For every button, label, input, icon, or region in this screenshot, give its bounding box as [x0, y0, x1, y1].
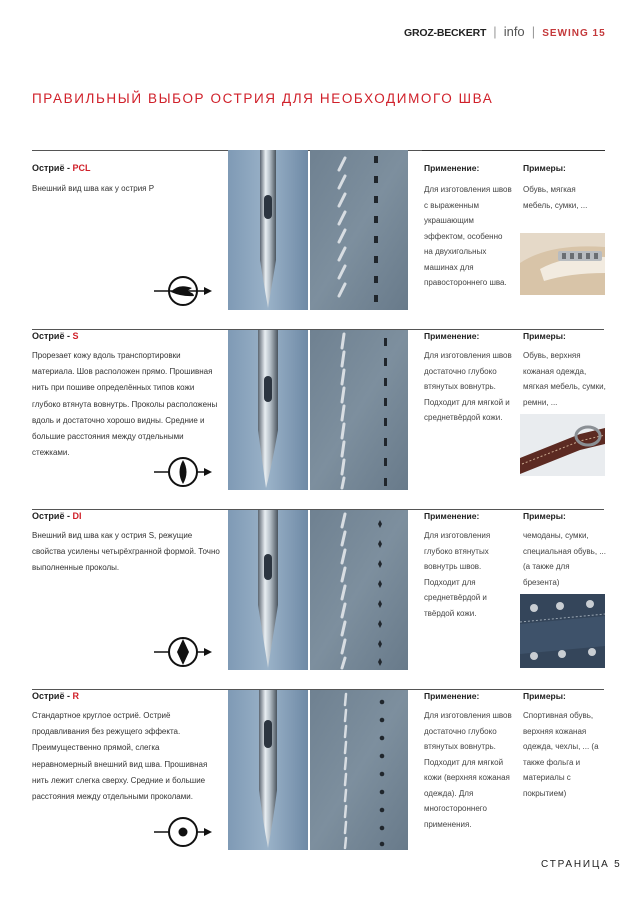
needle-image-di: [228, 510, 308, 670]
examples-text: Спортивная обувь, верхняя кожаная одежда, чехлы, ... (а также фольга и материалы с покрытием): [523, 711, 599, 798]
leather-seam-pcl: [310, 150, 408, 310]
groz-beckert-logo: GROZ-BECKERT: [404, 27, 487, 39]
needle-image-s: [228, 330, 308, 490]
section-description: Внешний вид шва как у острия P: [32, 184, 155, 193]
riveted-leather-photo: [520, 594, 605, 668]
application-header: Применение:: [424, 163, 480, 173]
application-text: Для изготовления швов с выраженным украшающим эффектом, особенно на двухигольных машинах для правостороннего шва.: [424, 185, 512, 287]
leather-seam-s: [310, 330, 408, 490]
header-section: SEWING 15: [542, 28, 606, 39]
section-title-r: Остриё - R: [32, 691, 79, 701]
application-text: Для изготовления швов достаточно глубоко втянутых вовнутрь. Подходит для мягкой и среднетвёрдой кожи.: [424, 351, 512, 422]
section-description: Стандартное круглое остриё. Остриё продавливания без режущего эффекта. Преимущественно прямой, слегка неравномерный внешний вид шва. Прошивная нить лежит слегка сверху. Средние и большие расстояния между отдельными проколами.: [32, 711, 208, 802]
header-info: info: [503, 24, 525, 39]
leather-belt-photo: [520, 414, 605, 476]
section-title-di: Остриё - DI: [32, 511, 82, 521]
section-description: Внешний вид шва как у острия S, режущие свойства усилены четырёхгранной формой. Точно выполненные проколы.: [32, 531, 220, 573]
s-point-symbol: [154, 456, 212, 488]
needle-image-pcl: [228, 150, 308, 310]
application-header: Применение:: [424, 511, 480, 521]
application-header: Применение:: [424, 691, 480, 701]
examples-header: Примеры:: [523, 163, 566, 173]
header-divider: |: [493, 24, 497, 39]
section-description: Прорезает кожу вдоль транспортировки материала. Шов расположен прямо. Прошивная нить при пошиве определённых типов кожи глубоко втянута вовнутрь. Проколы расположены вдоль и достаточно хорошо видны. Средние и большие расстояния между отдельными стежками.: [32, 351, 218, 458]
di-point-symbol: [154, 636, 212, 668]
examples-text: чемоданы, сумки, специальная обувь, ... (а также для брезента): [523, 531, 606, 587]
page-number: СТРАНИЦА 5: [541, 859, 622, 870]
application-text: Для изготовления швов достаточно глубоко втянутых вовнутрь. Подходит для мягкой кожи (верхняя кожаная одежда). Для многостороннего применения.: [424, 711, 512, 829]
header-divider-2: |: [531, 24, 536, 39]
application-header: Применение:: [424, 331, 480, 341]
examples-text: Обувь, верхняя кожаная одежда, мягкая мебель, сумки, ремни, ...: [523, 351, 606, 407]
leather-seam-di: [310, 510, 408, 670]
leather-seam-r: [310, 690, 408, 850]
section-title-pcl: Остриё - PCL: [32, 163, 91, 173]
page-header: [404, 24, 606, 39]
r-point-symbol: [154, 816, 212, 848]
section-title-s: Остриё - S: [32, 331, 79, 341]
application-text: Для изготовления глубоко втянутых вовнутрь швов. Подходит для среднетвёрдой и твёрдой кожи.: [424, 531, 491, 618]
page-title: ПРАВИЛЬНЫЙ ВЫБОР ОСТРИЯ ДЛЯ НЕОБХОДИМОГО ШВА: [32, 91, 494, 106]
examples-text: Обувь, мягкая мебель, сумки, ...: [523, 185, 588, 210]
examples-header: Примеры:: [523, 511, 566, 521]
examples-header: Примеры:: [523, 691, 566, 701]
examples-header: Примеры:: [523, 331, 566, 341]
needle-image-r: [228, 690, 308, 850]
loafer-shoe-photo: [520, 233, 605, 295]
pcl-point-symbol: [154, 275, 212, 307]
column-divider: [422, 150, 605, 151]
